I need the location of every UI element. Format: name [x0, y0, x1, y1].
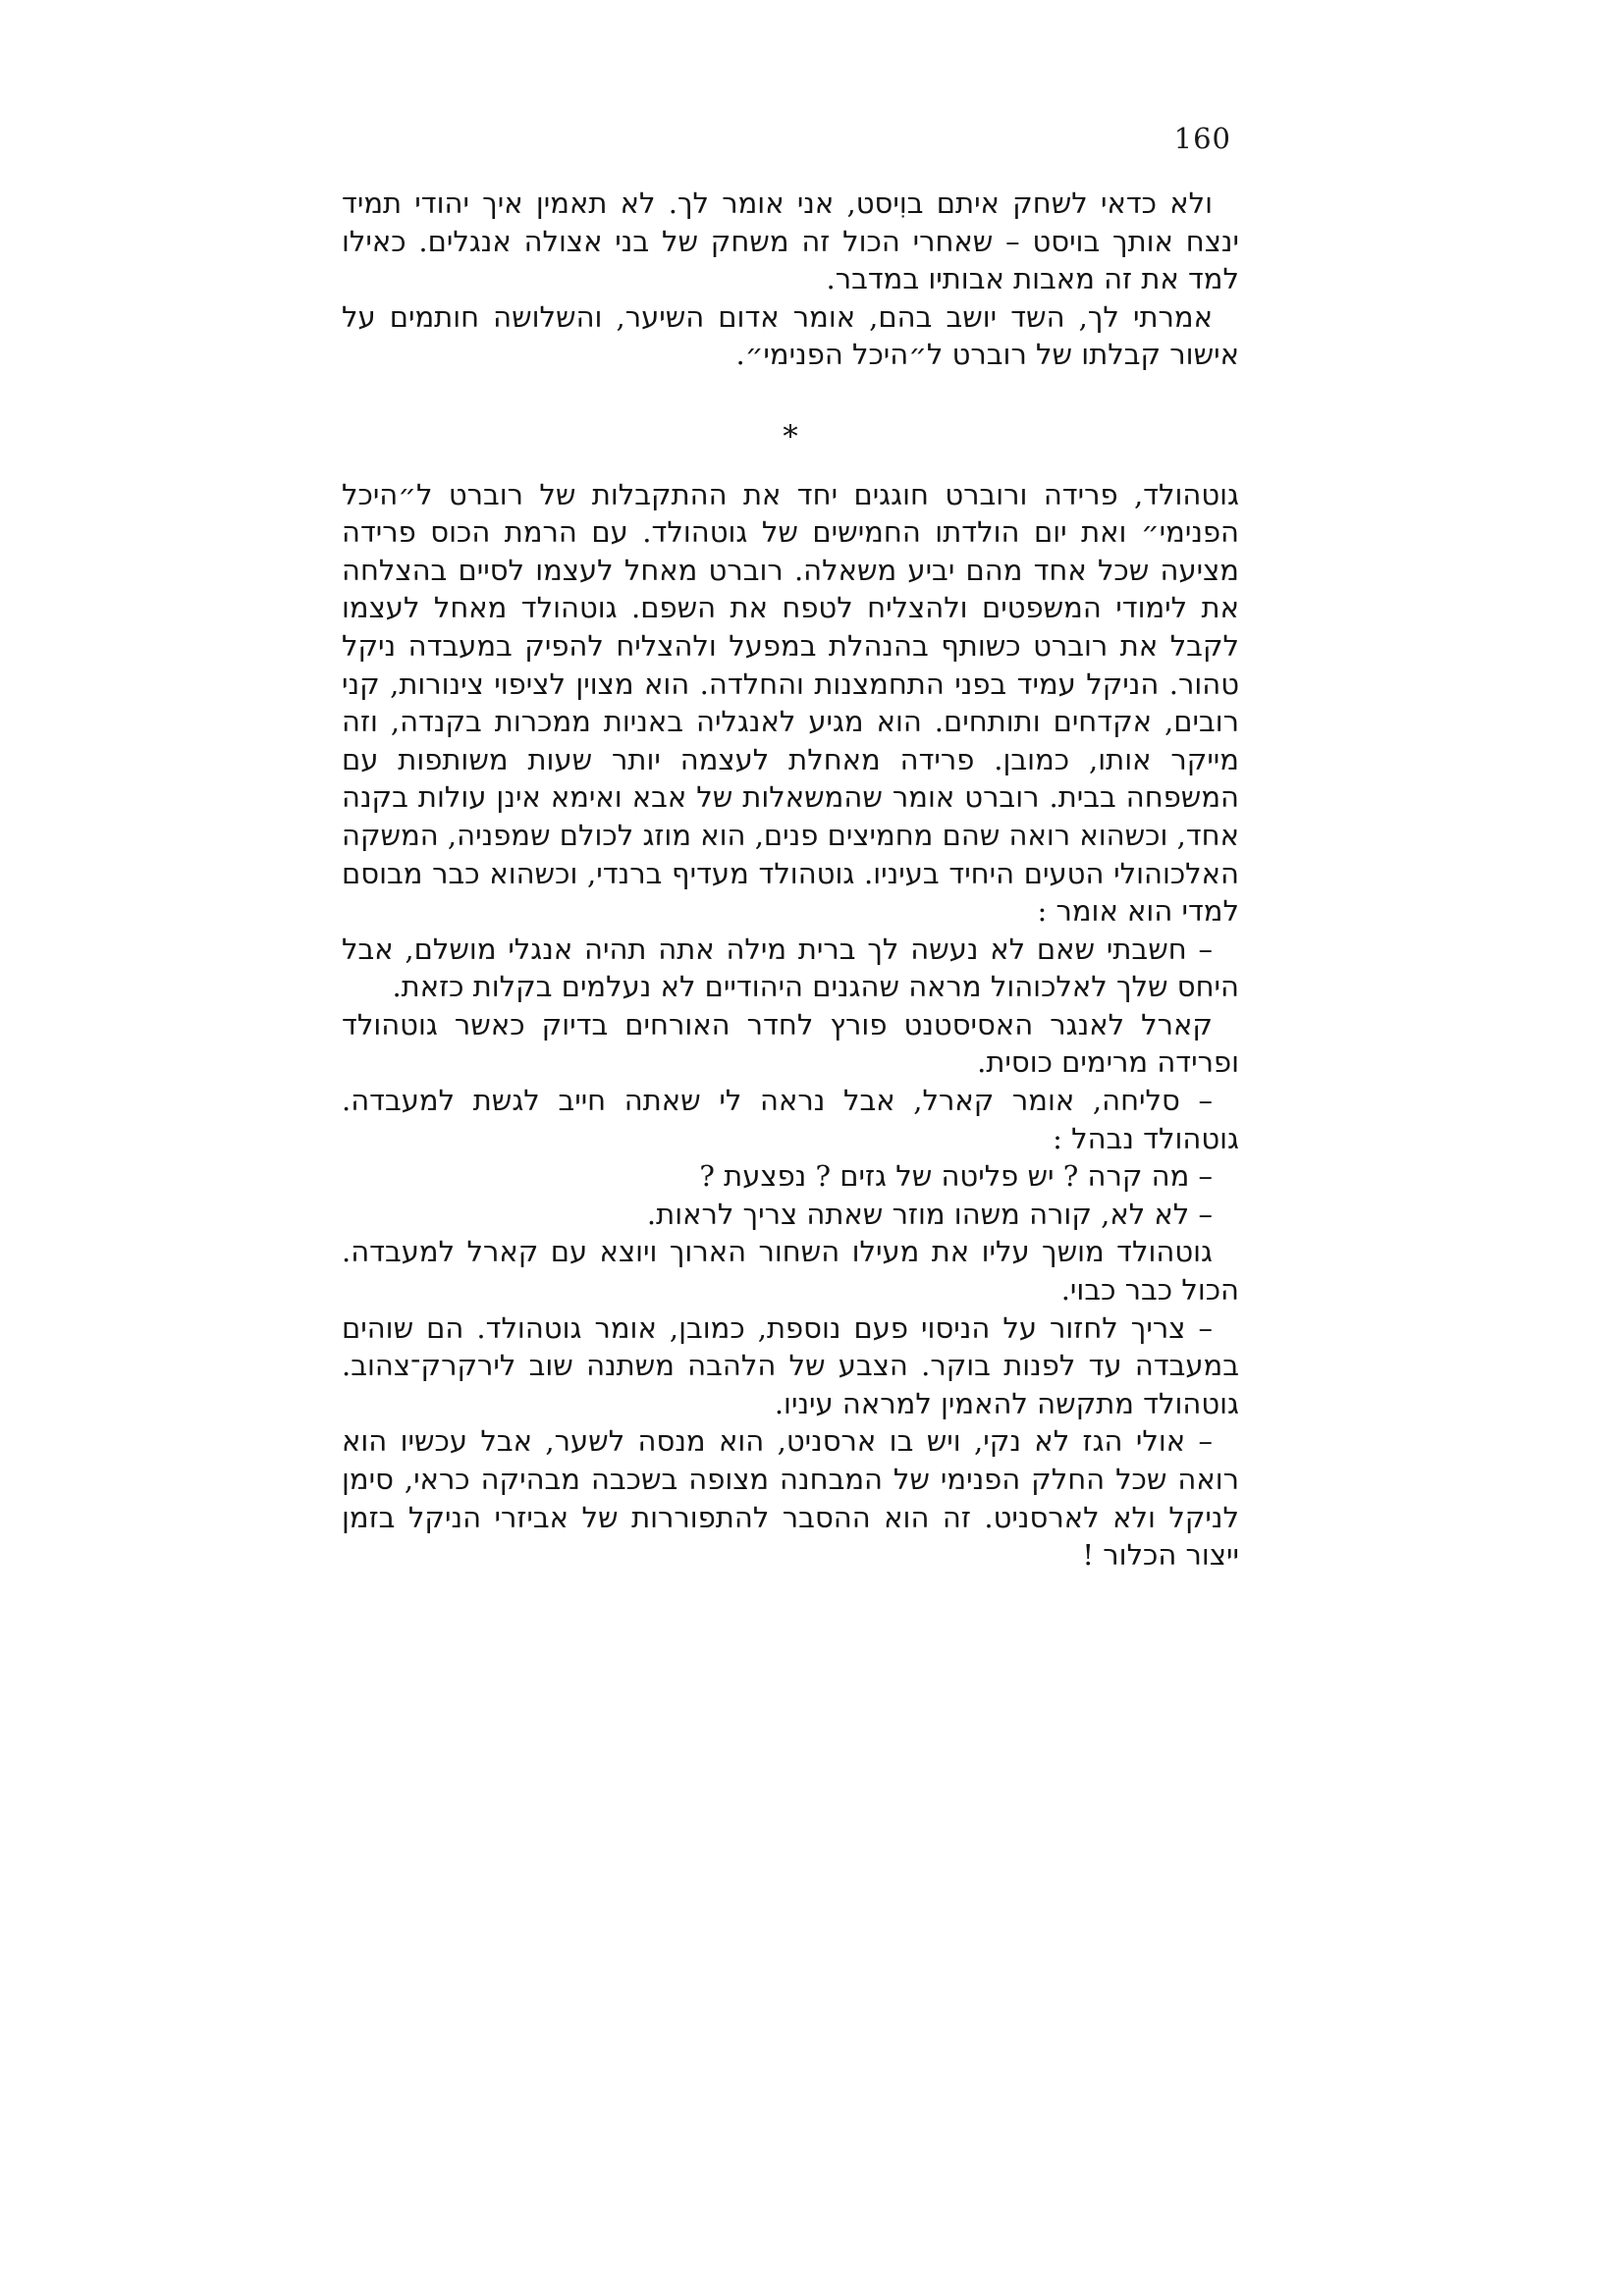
paragraph: ולא כדאי לשחק איתם בוִיסט, אני אומר לך. לא תאמין איך יהודי תמיד ינצח אותך בויסט – שאחרי הכול זה משחק של בני אצולה אנגלים. כאילו למד את זה מאבות אבותיו במדבר.	[342, 187, 1239, 296]
paragraph-dialogue: – סליחה, אומר קארל, אבל נראה לי שאתה חייב לגשת למעבדה. גוטהולד נבהל :	[342, 1084, 1239, 1155]
paragraph: אמרתי לך, השד יושב בהם, אומר אדום השיער, והשלושה חותמים על אישור קבלתו של רוברט ל״היכל הפנימי״.	[342, 299, 1239, 372]
paragraph-dialogue: – לא לא, קורה משהו מוזר שאתה צריך לראות.	[646, 1197, 1213, 1231]
paragraph-dialogue: – מה קרה ? יש פליטה של גזים ? נפצעת ?	[699, 1159, 1213, 1194]
paragraph: קארל לאנגר האסיסטנט פורץ לחדר האורחים בדיוק כאשר גוטהולד ופרידה מרימים כוסית.	[342, 1007, 1239, 1080]
paragraph: גוטהולד מושך עליו את מעילו השחור הארוך ויוצא עם קארל למעבדה. הכול כבר כבוי.	[342, 1235, 1239, 1308]
paragraph: גוטהולד, פרידה ורוברט חוגגים יחד את ההתקבלות של רוברט ל״היכל הפנימי״ ואת יום הולדתו החמישים של גוטהולד. עם הרמת הכוס פרידה מציעה שכל אחד מהם יביע משאלה. רוברט מאחל לעצמו לסיים בהצלחה את לימודי המשפטים ולהצליח לטפח את השפם. גוטהולד מאחל לעצמו לקבל את רוברט כשותף בהנהלת במפעל ולהצליח להפיק במעבדה ניקל טהור. הניקל עמיד בפני התחמצנות והחלדה. הוא מצוין לציפוי צינורות, קני רובים, אקדחים ותותחים. הוא מגיע לאנגליה באניות ממכרות בקנדה, וזה מייקר אותו, כמובן. פרידה מאחלת לעצמה יותר שעות משותפות עם המשפחה בבית. רוברט אומר שהמשאלות של אבא ואימא אינן עולות בקנה אחד, וכשהוא רואה שהם מחמיצים פנים, הוא מוזג לכולם שמפניה, המשקה האלכוהולי הטעים היחיד בעיניו. גוטהולד מעדיף ברנדי, וכשהוא כבר מבוסם למדי הוא אומר :	[342, 477, 1239, 929]
text-block	[342, 185, 1239, 1575]
paragraph-dialogue: – אולי הגז לא נקי, ויש בו ארסניט, הוא מנסה לשער, אבל עכשיו הוא רואה שכל החלק הפנימי של המבחנה מצופה בשכבה מבהיקה כראי, סימן לניקל ולא לארסניט. זה הוא ההסבר להתפוררות של אביזרי הניקל בזמן ייצור הכלור !	[342, 1424, 1239, 1573]
page-number: 160	[1173, 122, 1231, 155]
paragraph-dialogue: – חשבתי שאם לא נעשה לך ברית מילה אתה תהיה אנגלי מושלם, אבל היחס שלך לאלכוהול מראה שהגנים היהודיים לא נעלמים בקלות כזאת.	[342, 932, 1239, 1004]
section-break-asterisk: *	[783, 418, 798, 454]
paragraph-dialogue: – צריך לחזור על הניסוי פעם נוספת, כמובן, אומר גוטהולד. הם שוהים במעבדה עד לפנות בוקר. הצבע של הלהבה משתנה שוב לירקרק־צהוב. גוטהולד מתקשה להאמין למראה עיניו.	[342, 1310, 1239, 1420]
